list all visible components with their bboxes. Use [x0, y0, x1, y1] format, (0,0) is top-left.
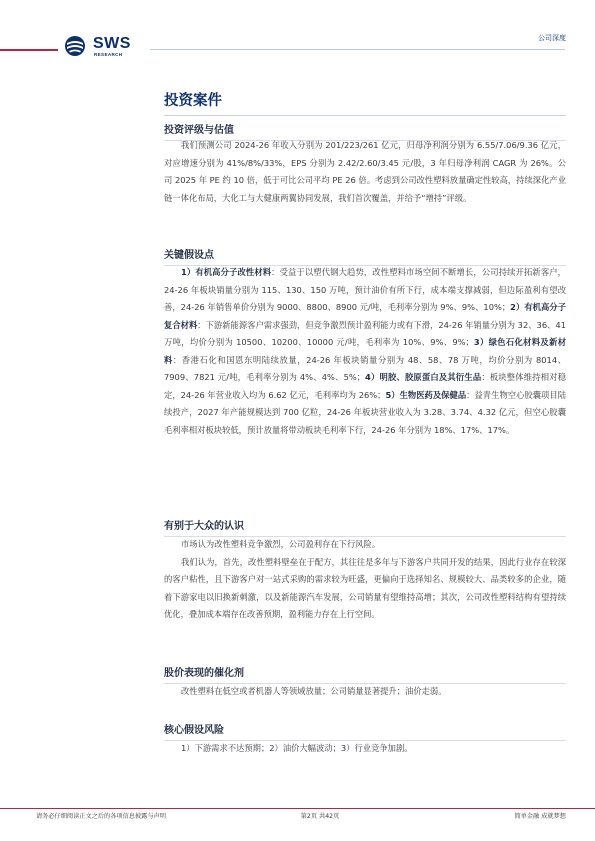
- assumption-1-text: ：受益于以塑代钢大趋势，改性塑料市场空间不断增长，公司持续开拓新客户，24-26 年板块销量分别为 115、130、150 万吨，预计油价有所下行，成本端支撑减弱，但边际盈利有望改善，24-26 年销售单价分别为 9000、8800、8900 元/吨，毛利率分别为 9%、9%、10%；: [164, 267, 566, 312]
- company-logo: [64, 35, 141, 57]
- title-underline: [164, 115, 566, 116]
- logo-main-text: SWS: [93, 35, 131, 52]
- assumption-3-label: 3）绿色石化材料及新材料: [164, 337, 567, 365]
- page-number: 第2页 共42页: [300, 813, 340, 820]
- page-header: [0, 0, 595, 70]
- assumptions-paragraph: [164, 264, 566, 439]
- header-divider-red: [0, 49, 58, 51]
- rating-text: 我们预测公司 2024-26 年收入分别为 201/223/261 亿元，归母净利润分别为 6.55/7.06/9.36 亿元，对应增速分别为 41%/8%/33%，EPS 分别为 2.42/2.60/3.45 元/股，3 年归母净利润 CAGR 为 26%。公司 2025 年 PE 约 10 倍，低于可比公司平均 PE 26 倍。考虑到公司改性塑料放量确定性较高，持续深化产业链一体化布局，大化工与大健康两翼协同发展，我们首次覆盖，并给予“增持”评级。: [164, 140, 566, 203]
- assumption-4-text: ：板块整体维持相对稳定，24-26 年营业收入均为 6.62 亿元，毛利率均为 26%；: [164, 372, 566, 400]
- logo-sub-text: RESEARCH: [94, 52, 123, 57]
- assumption-4-label: 4）明胶、胶原蛋白及其衍生品: [365, 372, 482, 382]
- report-type-tag: 公司深度: [538, 35, 566, 42]
- footer-divider: [0, 808, 595, 809]
- heading-different-view: 有别于大众的认识: [164, 521, 244, 532]
- risk-paragraph: [164, 740, 566, 758]
- catalyst-paragraph: [164, 683, 566, 701]
- catalyst-text: 改性塑料在低空或者机器人等领域放量；公司销量显著提升；油价走弱。: [181, 686, 447, 696]
- footer-slogan: 简单金融 成就梦想: [514, 813, 566, 820]
- rating-paragraph: [164, 137, 566, 207]
- logo-wordmark: [93, 35, 141, 57]
- heading-risk: 核心假设风险: [164, 725, 224, 736]
- header-divider: [150, 49, 565, 50]
- footer-disclaimer: 请务必仔细阅读正文之后的各项信息披露与声明: [36, 813, 166, 820]
- different-view-text-2: 我们认为，首先，改性塑料壁垒在于配方，其往往是多年与下游客户共同开发的结果，因此行业存在较深的客户粘性，且下游客户对一站式采购的需求较为旺盛，更偏向于选择知名、规模较大、品类较多的企业，随着下游家电以旧换新刺激，以及新能源汽车发展，公司销量有望维持高增；其次，公司改性塑料结构有望持续优化，叠加成本端存在改善预期，盈利能力存在上行空间。: [164, 556, 566, 619]
- heading-rating: 投资评级与估值: [164, 125, 234, 136]
- assumptions-text: [164, 264, 566, 439]
- risk-text: 1）下游需求不达预期；2）油价大幅波动；3）行业竞争加剧。: [181, 743, 413, 753]
- heading-assumptions: 关键假设点: [164, 250, 214, 261]
- assumption-3-text: ：香港石化和国恩东明陆续放量，24-26 年板块销量分别为 48、58、78 万吨，均价分别为 8014、7909、7821 元/吨，毛利率分别为 4%、4%、5%；: [164, 354, 566, 382]
- assumption-2-label: 2）有机高分子复合材料: [164, 302, 566, 330]
- heading-catalyst: 股价表现的催化剂: [164, 668, 244, 679]
- assumption-5-label: 5）生物医药及保健品: [385, 389, 467, 400]
- different-view-text-1: 市场认为改性塑料竞争激烈，公司盈利存在下行风险。: [181, 539, 381, 549]
- sws-logo-icon: [64, 35, 90, 57]
- assumption-2-text: ：下游新能源客户需求强劲，但竞争激烈预计盈利能力或有下滑，24-26 年销量分别为 32、36、41 万吨，均价分别为 10500、10200、10000 元/吨，毛利率为 10%、9%、9%；: [164, 319, 566, 347]
- different-view-paragraph: [164, 536, 566, 624]
- assumption-1-label: 1）有机高分子改性材料: [181, 267, 272, 277]
- page-title: 投资案件: [164, 93, 222, 109]
- assumption-5-text: ：益青生物空心胶囊项目陆续投产，2027 年产能规模达到 700 亿粒，24-26 年板块营业收入为 3.28、3.74、4.32 亿元，但空心胶囊毛利率相对板块较低，预计放量将带动板块毛利率下行，24-26 年分别为 18%、17%、17%。: [164, 389, 566, 435]
